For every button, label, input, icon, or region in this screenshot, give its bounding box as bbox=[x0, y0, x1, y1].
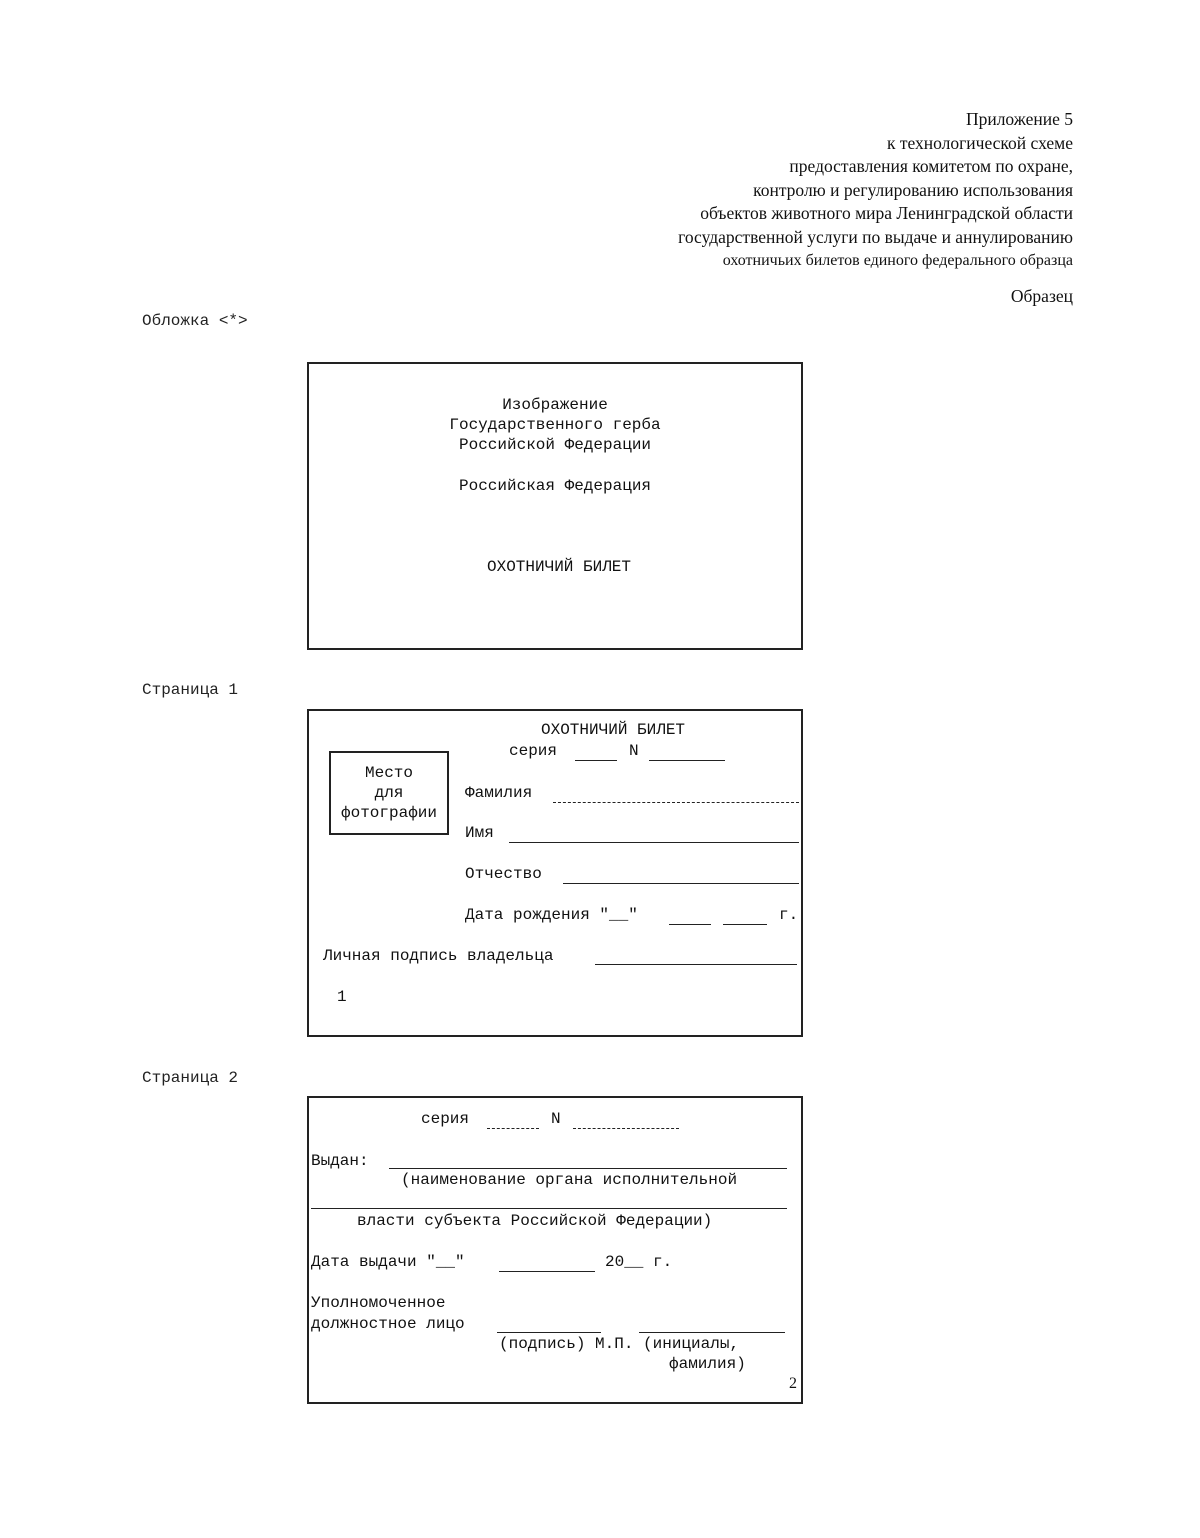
page-number: 1 bbox=[337, 988, 347, 1006]
official-label: должностное лицо bbox=[311, 1315, 465, 1333]
photo-line: для bbox=[374, 784, 404, 802]
series-line bbox=[575, 760, 617, 761]
name-label: Имя bbox=[465, 824, 494, 842]
cover-label: Обложка <*> bbox=[142, 312, 248, 330]
page1-frame bbox=[307, 709, 803, 1037]
official-signature-line bbox=[497, 1332, 601, 1333]
page2-label: Страница 2 bbox=[142, 1069, 239, 1087]
header-line: объектов животного мира Ленинградской области bbox=[700, 203, 1073, 223]
emblem-line: Изображение bbox=[502, 396, 608, 414]
signature-line bbox=[595, 964, 797, 965]
issued-line bbox=[389, 1168, 787, 1169]
header-line: к технологической схеме bbox=[886, 132, 1073, 153]
header-line: Приложение 5 bbox=[965, 109, 1073, 129]
issue-month-line bbox=[499, 1271, 595, 1272]
patronymic-label: Отчество bbox=[465, 865, 542, 883]
number-line bbox=[573, 1128, 679, 1129]
official-label: Уполномоченное bbox=[311, 1294, 446, 1312]
header-line: государственной услуги по выдаче и аннулированию bbox=[678, 226, 1073, 247]
cover-frame bbox=[307, 362, 803, 650]
cover-title: ОХОТНИЧИЙ БИЛЕТ bbox=[486, 558, 632, 576]
official-name-line bbox=[639, 1332, 785, 1333]
header-line: предоставления комитетом по охране, bbox=[789, 156, 1073, 176]
emblem-line: Государственного герба bbox=[449, 416, 661, 434]
signature-label: Личная подпись владельца bbox=[323, 947, 554, 965]
issue-year: 20__ г. bbox=[605, 1253, 673, 1271]
surname-line bbox=[553, 802, 799, 803]
birth-date-label: Дата рождения "__" bbox=[465, 906, 638, 924]
page1-label: Страница 1 bbox=[142, 681, 239, 699]
name-line bbox=[509, 842, 799, 843]
header-line: охотничьих билетов единого федерального образца bbox=[722, 252, 1073, 269]
number-label: N bbox=[629, 742, 639, 760]
issue-date-label: Дата выдачи "__" bbox=[311, 1253, 465, 1271]
surname-label: Фамилия bbox=[465, 784, 533, 802]
authority-line bbox=[311, 1208, 787, 1209]
page-number: 2 bbox=[789, 1375, 797, 1392]
surname-hint: фамилия) bbox=[669, 1355, 746, 1373]
authority-hint: власти субъекта Российской Федерации) bbox=[357, 1212, 713, 1230]
number-line bbox=[649, 760, 725, 761]
photo-placeholder bbox=[329, 751, 449, 835]
photo-line: Место bbox=[364, 764, 413, 782]
appendix-header bbox=[678, 108, 1073, 273]
photo-line: фотографии bbox=[340, 804, 437, 822]
birth-year-line bbox=[723, 924, 767, 925]
issued-label: Выдан: bbox=[311, 1152, 369, 1170]
series-label: серия bbox=[509, 742, 558, 760]
birth-month-line bbox=[669, 924, 711, 925]
patronymic-line bbox=[563, 883, 799, 884]
series-line bbox=[487, 1128, 539, 1129]
series-label: серия bbox=[421, 1110, 470, 1128]
page1-title: ОХОТНИЧИЙ БИЛЕТ bbox=[541, 721, 686, 739]
page2-frame bbox=[307, 1096, 803, 1404]
signature-hint: (подпись) М.П. (инициалы, bbox=[499, 1335, 740, 1353]
sample-label: Образец bbox=[1010, 286, 1073, 306]
header-line: контролю и регулированию использования bbox=[753, 179, 1073, 200]
emblem-line: Российской Федерации bbox=[458, 436, 652, 454]
authority-hint: (наименование органа исполнительной bbox=[401, 1171, 738, 1189]
year-suffix: г. bbox=[779, 906, 799, 924]
cover-country: Российская Федерация bbox=[458, 477, 652, 495]
number-label: N bbox=[551, 1110, 561, 1128]
